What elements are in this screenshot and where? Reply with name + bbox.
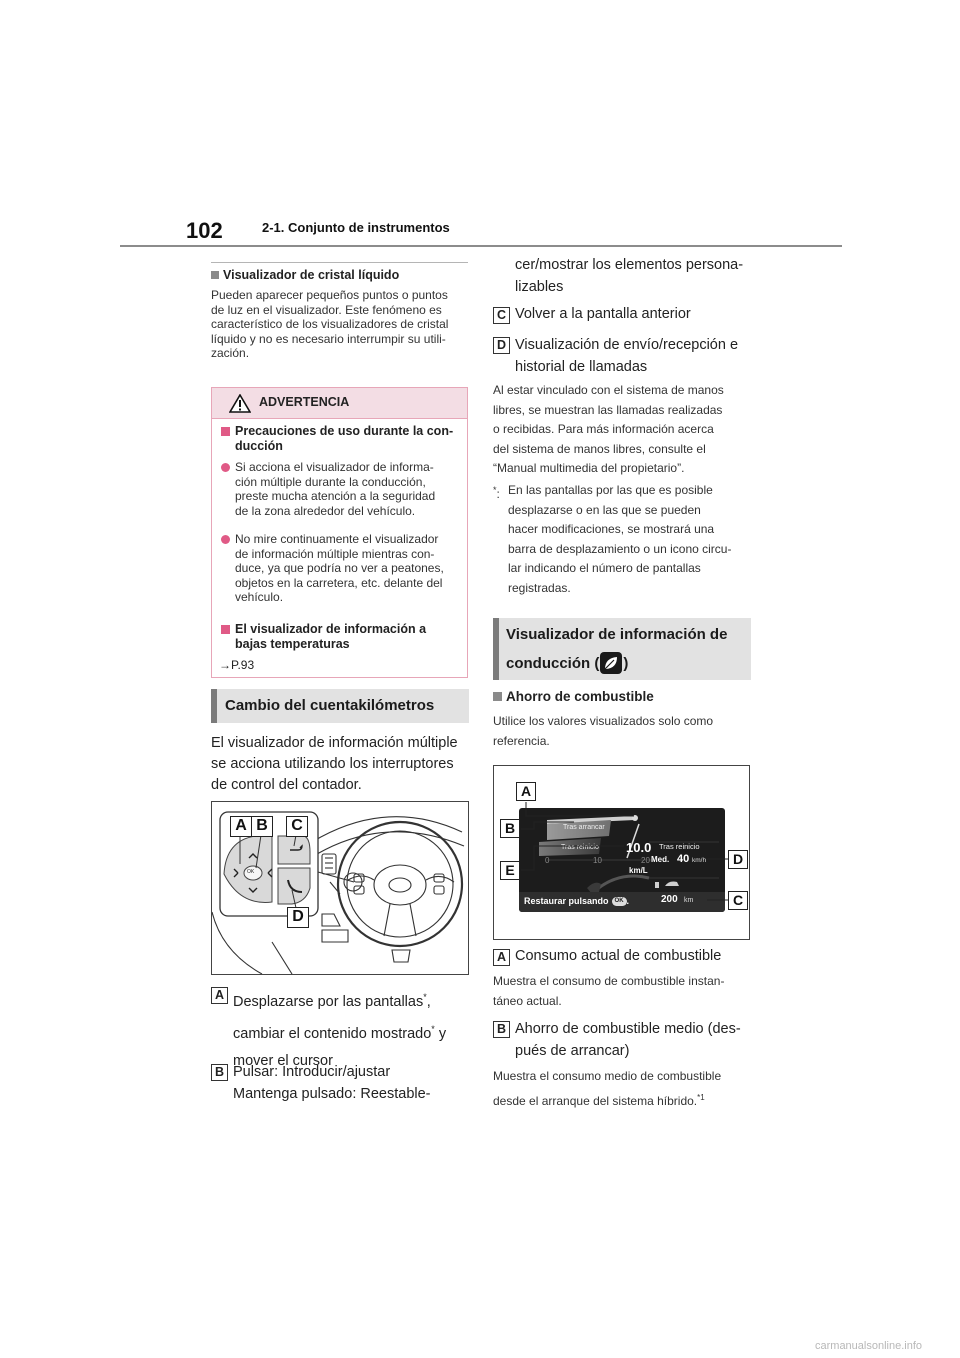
item-a-line-1-text: Desplazarse por las pantallas (233, 993, 424, 1010)
lcd-line: zación. (211, 346, 250, 360)
item-a-line-2-end: y (434, 1025, 447, 1042)
tras-reinicio-left-label: Tras reinicio (561, 844, 599, 851)
warning-bullet-2 (218, 532, 463, 605)
med-label: Med. (651, 855, 670, 864)
fuel-callout-c: C (728, 891, 748, 910)
warning-bullet-1 (218, 460, 463, 518)
item-b-line: Pulsar: Introducir/ajustar (233, 1064, 391, 1080)
lcd-title (211, 268, 399, 282)
footnote-line: lar indicando el número de pantallas (508, 561, 701, 575)
item-d-line: Visualización de envío/recepción e (515, 337, 739, 353)
fuel-item-b-letter: B (493, 1021, 510, 1038)
figure-callout-d: D (287, 907, 309, 928)
fuel-item-a-body (493, 972, 755, 1011)
fuel-title (493, 689, 654, 704)
fuel-item-a-letter: A (493, 949, 510, 966)
item-a-line-1 (233, 984, 473, 1016)
item-b (211, 1061, 473, 1105)
body-line: o recibidas. Para más información acerca (493, 422, 714, 436)
fuel-callout-e: E (500, 861, 520, 880)
figure-callout-c: C (286, 816, 308, 837)
item-a-line-3: mover el cursor (233, 1052, 333, 1069)
intro-line: El visualizador de información múltiple (211, 735, 458, 751)
warning-page-ref[interactable]: →P.93 (219, 658, 255, 672)
body-line-text: desde el arranque del sistema híbrido. (493, 1094, 698, 1108)
leaf-icon (600, 652, 622, 674)
fuel-item-b-body (493, 1066, 755, 1112)
warning-box (211, 387, 468, 678)
fuel-callout-b: B (500, 819, 520, 838)
driving-info-band (493, 618, 751, 680)
body-line: Muestra el consumo medio de combustible (493, 1069, 722, 1083)
lcd-line: característico de los visualizadores de cristal (211, 317, 449, 331)
item-d-line: historial de llamadas (515, 359, 648, 375)
item-a-line-2-text: cambiar el contenido mostrado (233, 1025, 432, 1042)
footnote-star: * (423, 992, 427, 1002)
item-c-letter: C (493, 307, 510, 324)
warning-text-line: ción múltiple durante la conducción, (235, 474, 426, 489)
ok-label: OK (247, 869, 255, 875)
warning-item-2-title (235, 622, 463, 652)
restore-end: . (626, 896, 630, 906)
warning-item-1-title (235, 424, 463, 454)
odometer-band (211, 689, 469, 723)
figure-callout-b: B (251, 816, 273, 837)
footnote-line: barra de desplazamiento o un icono circu- (508, 541, 732, 556)
fuel-item-b (493, 1018, 763, 1062)
fuel-item-a-text: Consumo actual de combustible (515, 948, 722, 964)
page-number: 102 (186, 218, 223, 243)
footer-watermark: carmanualsonline.info (815, 1340, 923, 1352)
item-d (493, 334, 763, 378)
body-line-with-sup (493, 1087, 755, 1112)
odometer-band-title: Cambio del cuentakilómetros (225, 697, 435, 714)
warning-text-line: bajas temperaturas (235, 637, 350, 651)
footnote-line: registradas. (508, 580, 571, 595)
warning-item-2 (218, 622, 463, 652)
warning-text-line: preste mucha atención a la seguridad (235, 489, 436, 503)
lcd-body (211, 288, 471, 361)
fuel-intro-line: referencia. (493, 733, 550, 748)
body-line: táneo actual. (493, 993, 562, 1008)
item-c (493, 304, 763, 325)
footnote-line: En las pantallas por las que es posible (508, 483, 713, 497)
figure-callout-a: A (230, 816, 252, 837)
steering-wheel-figure (211, 801, 469, 975)
speed-unit: km/h (692, 857, 707, 864)
range-unit: km (684, 897, 694, 904)
lcd-title-text: Visualizador de cristal líquido (223, 268, 400, 282)
lcd-rule (211, 262, 468, 263)
item-d-body (493, 381, 755, 479)
driving-info-band-line-2 (506, 652, 628, 674)
warning-bullet-2-text (235, 532, 463, 605)
item-a-line-2 (233, 1016, 473, 1048)
warning-item-1 (218, 424, 463, 454)
fuel-display-figure (493, 765, 750, 940)
odometer-intro (211, 733, 473, 796)
fuel-intro-line: Utilice los valores visualizados solo como (493, 714, 714, 728)
footnote-text (508, 481, 755, 598)
item-b-line: Mantenga pulsado: Reestable- (233, 1086, 431, 1102)
intro-line: se acciona utilizando los interruptores (211, 756, 454, 772)
warning-text-line: Precauciones de uso durante la con- (235, 424, 454, 438)
fuel-intro (493, 712, 755, 751)
fuel-callout-d: D (728, 850, 748, 869)
lcd-line: líquido y no es necesario interrumpir su utili- (211, 331, 446, 346)
warning-text-line: No mire continuamente el visualizador (235, 532, 439, 546)
warning-text-line: de información múltiple mientras con- (235, 546, 435, 561)
lcd-line: de luz en el visualizador. Este fenómeno es (211, 302, 442, 317)
speed-value: 40 (677, 853, 690, 865)
item-b-letter: B (211, 1064, 228, 1081)
footnote-marker (493, 481, 500, 505)
square-bullet-icon (211, 271, 219, 279)
fuel-item-b-text (515, 1018, 763, 1062)
fuel-item-a (493, 946, 763, 967)
item-c-text: Volver a la pantalla anterior (515, 306, 691, 322)
current-value: 10.0 (626, 840, 652, 855)
pink-dot-icon (221, 463, 230, 472)
scale-0: 0 (545, 856, 550, 865)
warning-header (212, 388, 467, 419)
warning-text-line: duce, ya que podría no ver a peatones, (235, 561, 444, 575)
header-rule (120, 245, 842, 247)
square-bullet-icon (493, 692, 502, 701)
scale-20: 20 (641, 856, 650, 865)
footnote-line: hacer modificaciones, se mostrará una (508, 522, 715, 536)
pink-square-icon (221, 625, 230, 634)
footnote-line: desplazarse o en las que se pueden (508, 502, 701, 517)
restore-text: Restaurar pulsando (524, 896, 609, 906)
item-d-letter: D (493, 337, 510, 354)
warning-text-line: ducción (235, 439, 283, 453)
body-line: Muestra el consumo de combustible instan- (493, 974, 725, 988)
lcd-line: Pueden aparecer pequeños puntos o puntos (211, 288, 448, 302)
item-b-line: lizables (515, 279, 564, 295)
body-line: del sistema de manos libres, consulte el (493, 441, 706, 456)
body-line: “Manual multimedia del propietario”. (493, 461, 685, 475)
body-line: Al estar vinculado con el sistema de manos (493, 383, 724, 397)
footnote (493, 481, 755, 598)
item-b-continued (515, 254, 765, 298)
item-d-text (515, 334, 763, 378)
pink-dot-icon (221, 535, 230, 544)
warning-title: ADVERTENCIA (259, 395, 350, 409)
item-b-line: cer/mostrar los elementos persona- (515, 257, 744, 273)
body-line: libres, se muestran las llamadas realizadas (493, 402, 723, 417)
unit-kml: km/L (629, 866, 648, 875)
pink-square-icon (221, 427, 230, 436)
footnote-colon: : (496, 487, 500, 501)
warning-text-line: El visualizador de información a (235, 622, 427, 636)
section-title: 2-1. Conjunto de instrumentos (262, 220, 450, 235)
warning-triangle-icon (229, 394, 251, 413)
footnote-sup: *1 (697, 1093, 705, 1102)
intro-line: de control del contador. (211, 777, 362, 793)
driving-info-band-line-1: Visualizador de información de (506, 626, 728, 643)
warning-text-line: Si acciona el visualizador de informa- (235, 460, 434, 474)
warning-text-line: objetos en la carretera, etc. delante del (235, 575, 443, 590)
fuel-title-text: Ahorro de combustible (506, 689, 654, 704)
warning-text-line: vehículo. (235, 590, 284, 604)
item-a-letter: A (211, 987, 228, 1004)
fuel-callout-a: A (516, 782, 536, 801)
footnote-star: * (493, 485, 497, 495)
fuel-item-b-line: Ahorro de combustible medio (des- (515, 1021, 741, 1037)
ok-badge-icon: OK (612, 897, 627, 906)
warning-text-line: de la zona alrededor del vehículo. (235, 503, 416, 518)
item-b-text (233, 1061, 473, 1105)
band-line-2-post: ) (623, 654, 629, 672)
tras-arrancar-label: Tras arrancar (563, 824, 605, 831)
range-value: 200 (661, 894, 678, 905)
warning-bullet-1-text (235, 460, 463, 518)
scale-10: 10 (593, 856, 602, 865)
tras-reinicio-right-label: Tras reinicio (659, 842, 700, 851)
item-a-line-1-end: , (426, 993, 431, 1010)
leaf-icon-svg (600, 652, 622, 674)
band-line-2-pre: conducción ( (506, 654, 600, 672)
fuel-item-b-line: pués de arrancar) (515, 1043, 630, 1059)
footnote-star: * (431, 1023, 435, 1034)
